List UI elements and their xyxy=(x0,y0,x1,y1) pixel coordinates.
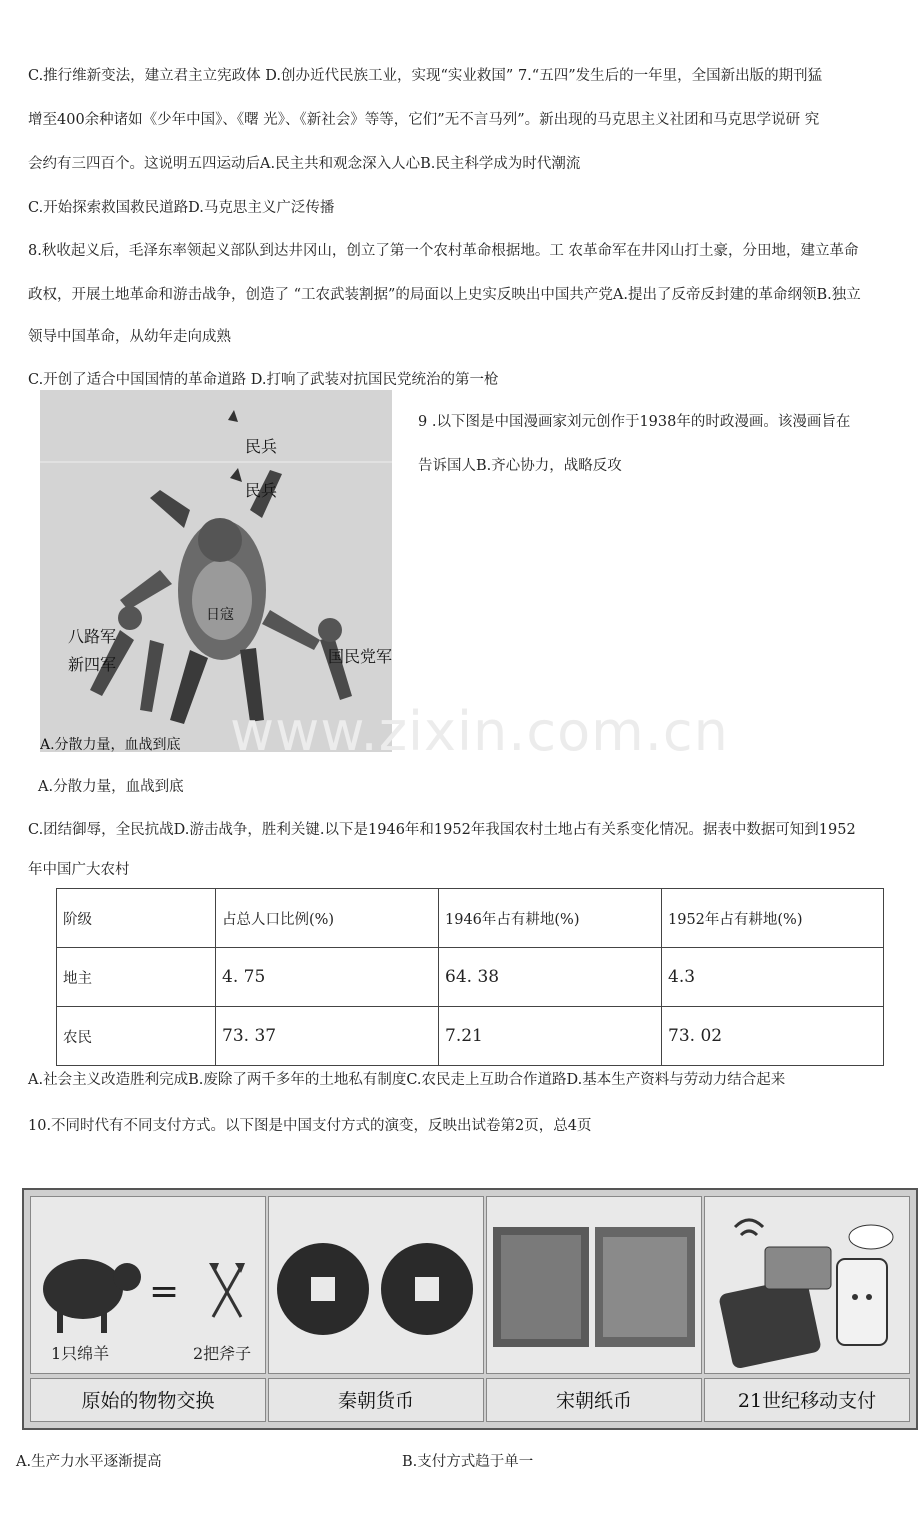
text-line-5: 8.秋收起义后，毛泽东率领起义部队到达井冈山，创立了第一个农村革命根据地。工 农革命军在井冈山打土豪，分田地，建立革命 xyxy=(28,243,859,259)
table-header: 1952年占有耕地(%) xyxy=(662,889,884,948)
table-cell: 64. 38 xyxy=(439,948,662,1007)
table-cell: 4.3 xyxy=(662,948,884,1007)
mobile-payment-panel xyxy=(704,1196,910,1374)
text-line-11: A.社会主义改造胜利完成B.废除了两千多年的土地私有制度C.农民走上互助合作道路D.基本生产资料与劳动力结合起来 xyxy=(28,1072,786,1088)
question-9-line-1: 9 .以下图是中国漫画家刘元创作于1938年的时政漫画。该漫画旨在 xyxy=(418,414,851,430)
panel-label-qin-coin: 秦朝货币 xyxy=(268,1378,484,1422)
table-header-row xyxy=(57,889,884,948)
text-line-2: 增至400余种诸如《少年中国》、《曙 光》、《新社会》等等，它们”无不言马列”。新出现的马克思主义社团和马克思学说研 究 xyxy=(28,112,820,128)
barter-panel xyxy=(30,1196,266,1374)
watermark: www.zixin.com.cn xyxy=(230,700,729,763)
panel-label-mobile-payment: 21世纪移动支付 xyxy=(704,1378,910,1422)
table-cell: 4. 75 xyxy=(216,948,439,1007)
sheep-label: 1只绵羊 xyxy=(51,1344,110,1363)
option-b: B.支付方式趋于单一 xyxy=(402,1454,534,1470)
text-line-12: 10.不同时代有不同支付方式。以下图是中国支付方式的演变，反映出试卷第2页，总4页 xyxy=(28,1118,592,1134)
label-militia-2: 民兵 xyxy=(245,481,278,500)
axe-icon xyxy=(207,1261,247,1321)
cartoon-drawing xyxy=(40,390,392,752)
table-header: 1946年占有耕地(%) xyxy=(439,889,662,948)
text-line-10: 年中国广大农村 xyxy=(28,862,130,878)
text-line-3: 会约有三四百个。这说明五四运动后A.民主共和观念深入人心B.民主科学成为时代潮流 xyxy=(28,156,581,172)
label-militia-1: 民兵 xyxy=(245,437,278,456)
panel-label-barter: 原始的物物交换 xyxy=(30,1378,266,1422)
text-line-1: C.推行维新变法，建立君主立宪政体 D.创办近代民族工业，实现“实业救国” 7.“五四”发生后的一年里，全国新出版的期刊猛 xyxy=(28,68,823,84)
table-cell: 73. 37 xyxy=(216,1007,439,1066)
table-cell: 地主 xyxy=(57,948,216,1007)
panel-label-song-paper: 宋朝纸币 xyxy=(486,1378,702,1422)
table-header: 占总人口比例(%) xyxy=(216,889,439,948)
text-line-8: C.开创了适合中国国情的革命道路 D.打响了武装对抗国民党统治的第一枪 xyxy=(28,372,499,388)
political-cartoon xyxy=(40,390,392,752)
song-paper-money-panel xyxy=(486,1196,702,1374)
question-9-line-2: 告诉国人B.齐心协力，战略反攻 xyxy=(418,458,622,474)
table-header: 阶级 xyxy=(57,889,216,948)
text-line-7: 领导中国革命，从幼年走向成熟 xyxy=(28,329,231,345)
label-eighth-route-army: 八路军 xyxy=(68,627,117,646)
text-line-6: 政权，开展土地革命和游击战争，创造了 “工农武装割据”的局面以上史实反映出中国共产党A.提出了反帝反封建的革命纲领B.独立 xyxy=(28,287,861,303)
mobile-payment-icon xyxy=(705,1197,911,1373)
paper-money-icon xyxy=(487,1197,703,1373)
option-a: A.生产力水平逐渐提高 xyxy=(16,1454,162,1470)
land-ownership-table xyxy=(56,888,884,1066)
text-line-9: C.团结御辱，全民抗战D.游击战争，胜利关键.以下是1946年和1952年我国农村土地占有关系变化情况。据表中数据可知到1952 xyxy=(28,822,856,838)
equals-sign: = xyxy=(149,1271,180,1312)
table-row xyxy=(57,1007,884,1066)
qin-coin-panel xyxy=(268,1196,484,1374)
label-kmt-army: 国民党军 xyxy=(328,647,392,666)
coin-icon xyxy=(269,1197,485,1373)
label-japanese: 日寇 xyxy=(206,607,234,623)
table-cell: 7.21 xyxy=(439,1007,662,1066)
table-row xyxy=(57,948,884,1007)
cartoon-caption: A.分散力量，血战到底 xyxy=(40,737,181,752)
label-new-fourth-army: 新四军 xyxy=(68,655,117,674)
table-cell: 73. 02 xyxy=(662,1007,884,1066)
question-9-option-a: A.分散力量，血战到底 xyxy=(38,779,184,795)
table-cell: 农民 xyxy=(57,1007,216,1066)
text-line-4: C.开始探索救国救民道路D.马克思主义广泛传播 xyxy=(28,200,335,216)
axe-label: 2把斧子 xyxy=(193,1344,252,1363)
payment-evolution-image xyxy=(22,1188,918,1430)
